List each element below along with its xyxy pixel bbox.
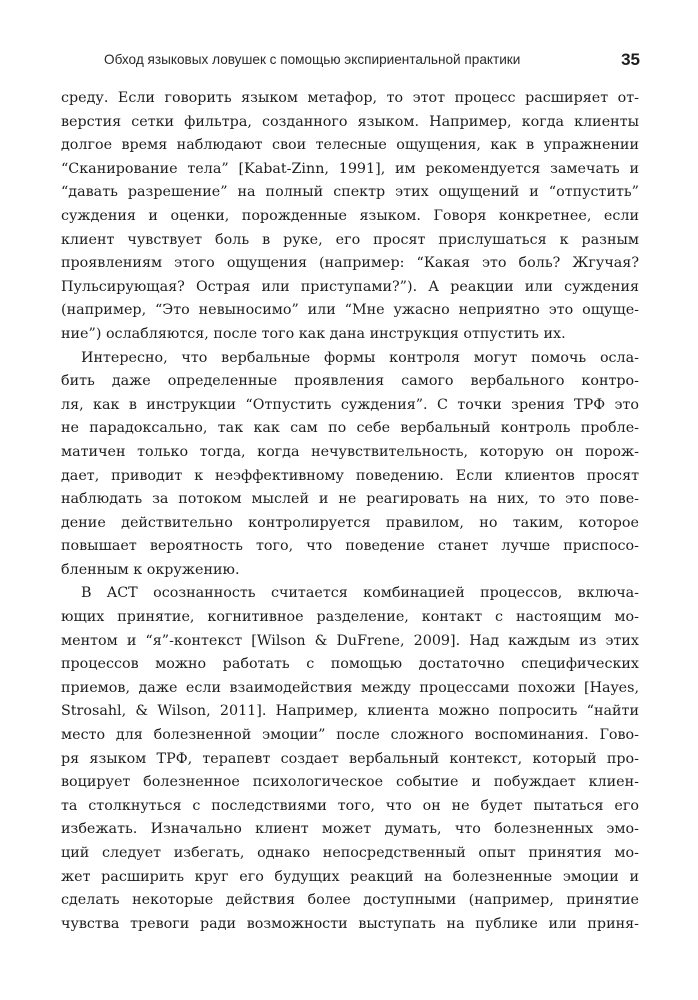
running-title: Обход языковых ловушек с помощью экспириентальной практики — [104, 52, 521, 67]
text-line: долгое время наблюдают свои телесные ощущения, как в упражнении — [61, 137, 639, 154]
text-line: Strosahl, & Wilson, 2011]. Например, клиента можно попросить “найти — [61, 703, 639, 720]
text-line: ря языком ТРФ, терапевт создает вербальный контекст, который про- — [61, 750, 639, 767]
text-line: воцирует болезненное психологическое событие и побуждает клиен- — [61, 774, 639, 791]
text-line: ля, как в инструкции “Отпустить суждения”. С точки зрения ТРФ это — [61, 396, 639, 413]
text-line: (например, “Это невыносимо” или “Мне ужасно неприятно это ощуще- — [61, 302, 639, 319]
text-line: ние”) ослабляются, после того как дана инструкция отпустить их. — [61, 325, 566, 342]
text-line: избежать. Изначально клиент может думать, что болезненных эмо- — [61, 821, 639, 838]
text-line: жет расширить круг его будущих реакций на болезненные эмоции и — [61, 868, 639, 885]
text-line: В ACT осознанность считается комбинацией процессов, включа- — [81, 585, 639, 602]
paragraph — [61, 347, 639, 583]
text-line: матичен только тогда, когда нечувствительность, которую он порож- — [61, 443, 639, 460]
text-line: та столкнуться с последствиями того, что он не будет пытаться его — [61, 797, 639, 814]
running-header — [60, 48, 640, 72]
text-line: дает, приводит к неэффективному поведению. Если клиентов просят — [61, 467, 639, 484]
text-line: сделать некоторые действия более доступными (например, принятие — [61, 892, 639, 909]
text-line: приемов, даже если взаимодействия между процессами похожи [Hayes, — [61, 679, 639, 696]
text-line: Пульсирующая? Острая или приступами?”). А реакции или суждения — [61, 278, 639, 295]
text-line: ций следует избегать, однако непосредственный опыт принятия мо- — [61, 845, 639, 861]
text-line: не парадоксально, так как сам по себе вербальный контроль пробле- — [61, 420, 639, 437]
text-line: среду. Если говорить языком метафор, то этот процесс расширяет от- — [61, 90, 639, 106]
text-line: бить даже определенные проявления самого вербального контро- — [61, 373, 639, 390]
text-line: верстия сетки фильтра, созданного языком. Например, когда клиенты — [61, 113, 639, 130]
text-line: дение действительно контролируется правилом, но таким, которое — [61, 514, 639, 531]
text-line: Интересно, что вербальные формы контроля могут помочь осла- — [81, 349, 639, 366]
paragraph — [61, 87, 639, 347]
text-line: “давать разрешение” на полный спектр этих ощущений и “отпустить” — [61, 184, 639, 201]
text-line: процессов можно работать с помощью достаточно специфических — [61, 656, 639, 673]
text-line: проявлениям этого ощущения (например: “Какая это боль? Жгучая? — [61, 255, 639, 272]
text-line: клиент чувствует боль в руке, его просят прислушаться к разным — [61, 231, 639, 248]
paragraph — [61, 582, 639, 936]
text-body — [61, 87, 639, 936]
text-line: ющих принятие, когнитивное разделение, контакт с настоящим мо- — [61, 609, 639, 626]
text-line: суждения и оценки, порожденные языком. Говоря конкретнее, если — [61, 207, 639, 224]
text-line: наблюдать за потоком мыслей и не реагировать на них, то это пове- — [61, 491, 639, 508]
text-line: “Сканирование тела” [Kabat-Zinn, 1991], им рекомендуется замечать и — [61, 160, 639, 177]
text-line: место для болезненной эмоции” после сложного воспоминания. Гово- — [61, 727, 639, 744]
text-line: чувства тревоги ради возможности выступать на публике или приня- — [61, 915, 639, 932]
text-line: повышает вероятность того, что поведение станет лучше приспосо- — [61, 538, 639, 555]
text-line: бленным к окружению. — [61, 561, 240, 578]
page-number: 35 — [621, 50, 640, 69]
text-line: ментом и “я”-контекст [Wilson & DuFrene, 2009]. Над каждым из этих — [61, 632, 639, 649]
